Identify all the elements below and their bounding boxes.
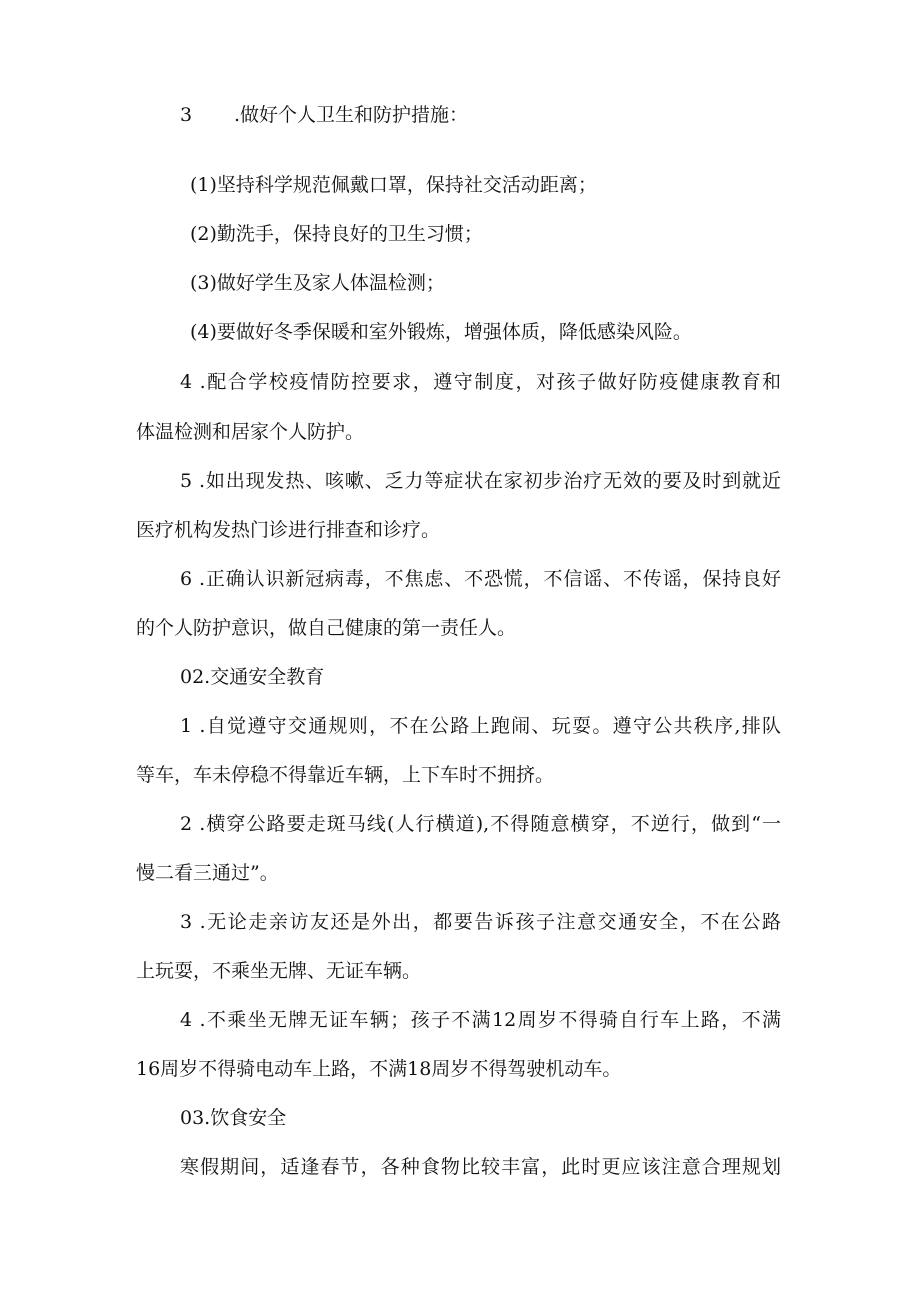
traffic-paragraph-1-line-1: 1 .自觉遵守交通规则，不在公路上跑闹、玩耍。遵守公共秩序,排队 — [180, 715, 781, 737]
paragraph-4-line-2: 体温检测和居家个人防护。 — [136, 421, 365, 443]
paragraph-5-line-2: 医疗机构发热门诊进行排查和诊疗。 — [136, 519, 441, 541]
traffic-paragraph-2-line-2: 慢二看三通过”。 — [136, 862, 279, 884]
hygiene-item-2: (2)勤洗手，保持良好的卫生习惯； — [190, 223, 483, 245]
traffic-paragraph-1-line-2: 等车，车未停稳不得靠近车辆，上下车时不拥挤。 — [136, 764, 555, 786]
traffic-paragraph-2-line-1: 2 .横穿公路要走斑马线(人行横道),不得随意横穿，不逆行，做到“一 — [180, 813, 781, 835]
hygiene-item-1: (1)坚持科学规范佩戴口罩，保持社交活动距离； — [190, 174, 597, 196]
hygiene-item-3: (3)做好学生及家人体温检测； — [190, 272, 445, 294]
section-number: 3 — [180, 104, 193, 126]
traffic-paragraph-4-line-1: 4 .不乘坐无牌无证车辆；孩子不满12周岁不得骑自行车上路，不满 — [180, 1009, 781, 1031]
paragraph-6-line-2: 的个人防护意识，做自己健康的第一责任人。 — [136, 617, 517, 639]
paragraph-6-line-1: 6 .正确认识新冠病毒，不焦虑、不恐慌，不信谣、不传谣，保持良好 — [180, 568, 781, 590]
traffic-paragraph-3-line-2: 上玩耍，不乘坐无牌、无证车辆。 — [136, 960, 422, 982]
traffic-paragraph-3-line-1: 3 .无论走亲访友还是外出，都要告诉孩子注意交通安全，不在公路 — [180, 911, 781, 933]
traffic-heading: 02.交通安全教育 — [180, 666, 325, 688]
paragraph-4-line-1: 4 .配合学校疫情防控要求，遵守制度，对孩子做好防疫健康教育和 — [180, 371, 781, 393]
hygiene-item-4: (4)要做好冬季保暖和室外锻炼，增强体质，降低感染风险。 — [190, 321, 692, 343]
food-paragraph-1-line-1: 寒假期间，适逢春节，各种食物比较丰富，此时更应该注意合理规划 — [180, 1156, 781, 1178]
traffic-paragraph-4-line-2: 16周岁不得骑电动车上路，不满18周岁不得驾驶机动车。 — [136, 1058, 622, 1080]
section-title: .做好个人卫生和防护措施： — [234, 104, 469, 126]
food-heading: 03.饮食安全 — [180, 1107, 287, 1129]
paragraph-5-line-1: 5 .如出现发热、咳嗽、乏力等症状在家初步治疗无效的要及时到就近 — [180, 470, 781, 492]
